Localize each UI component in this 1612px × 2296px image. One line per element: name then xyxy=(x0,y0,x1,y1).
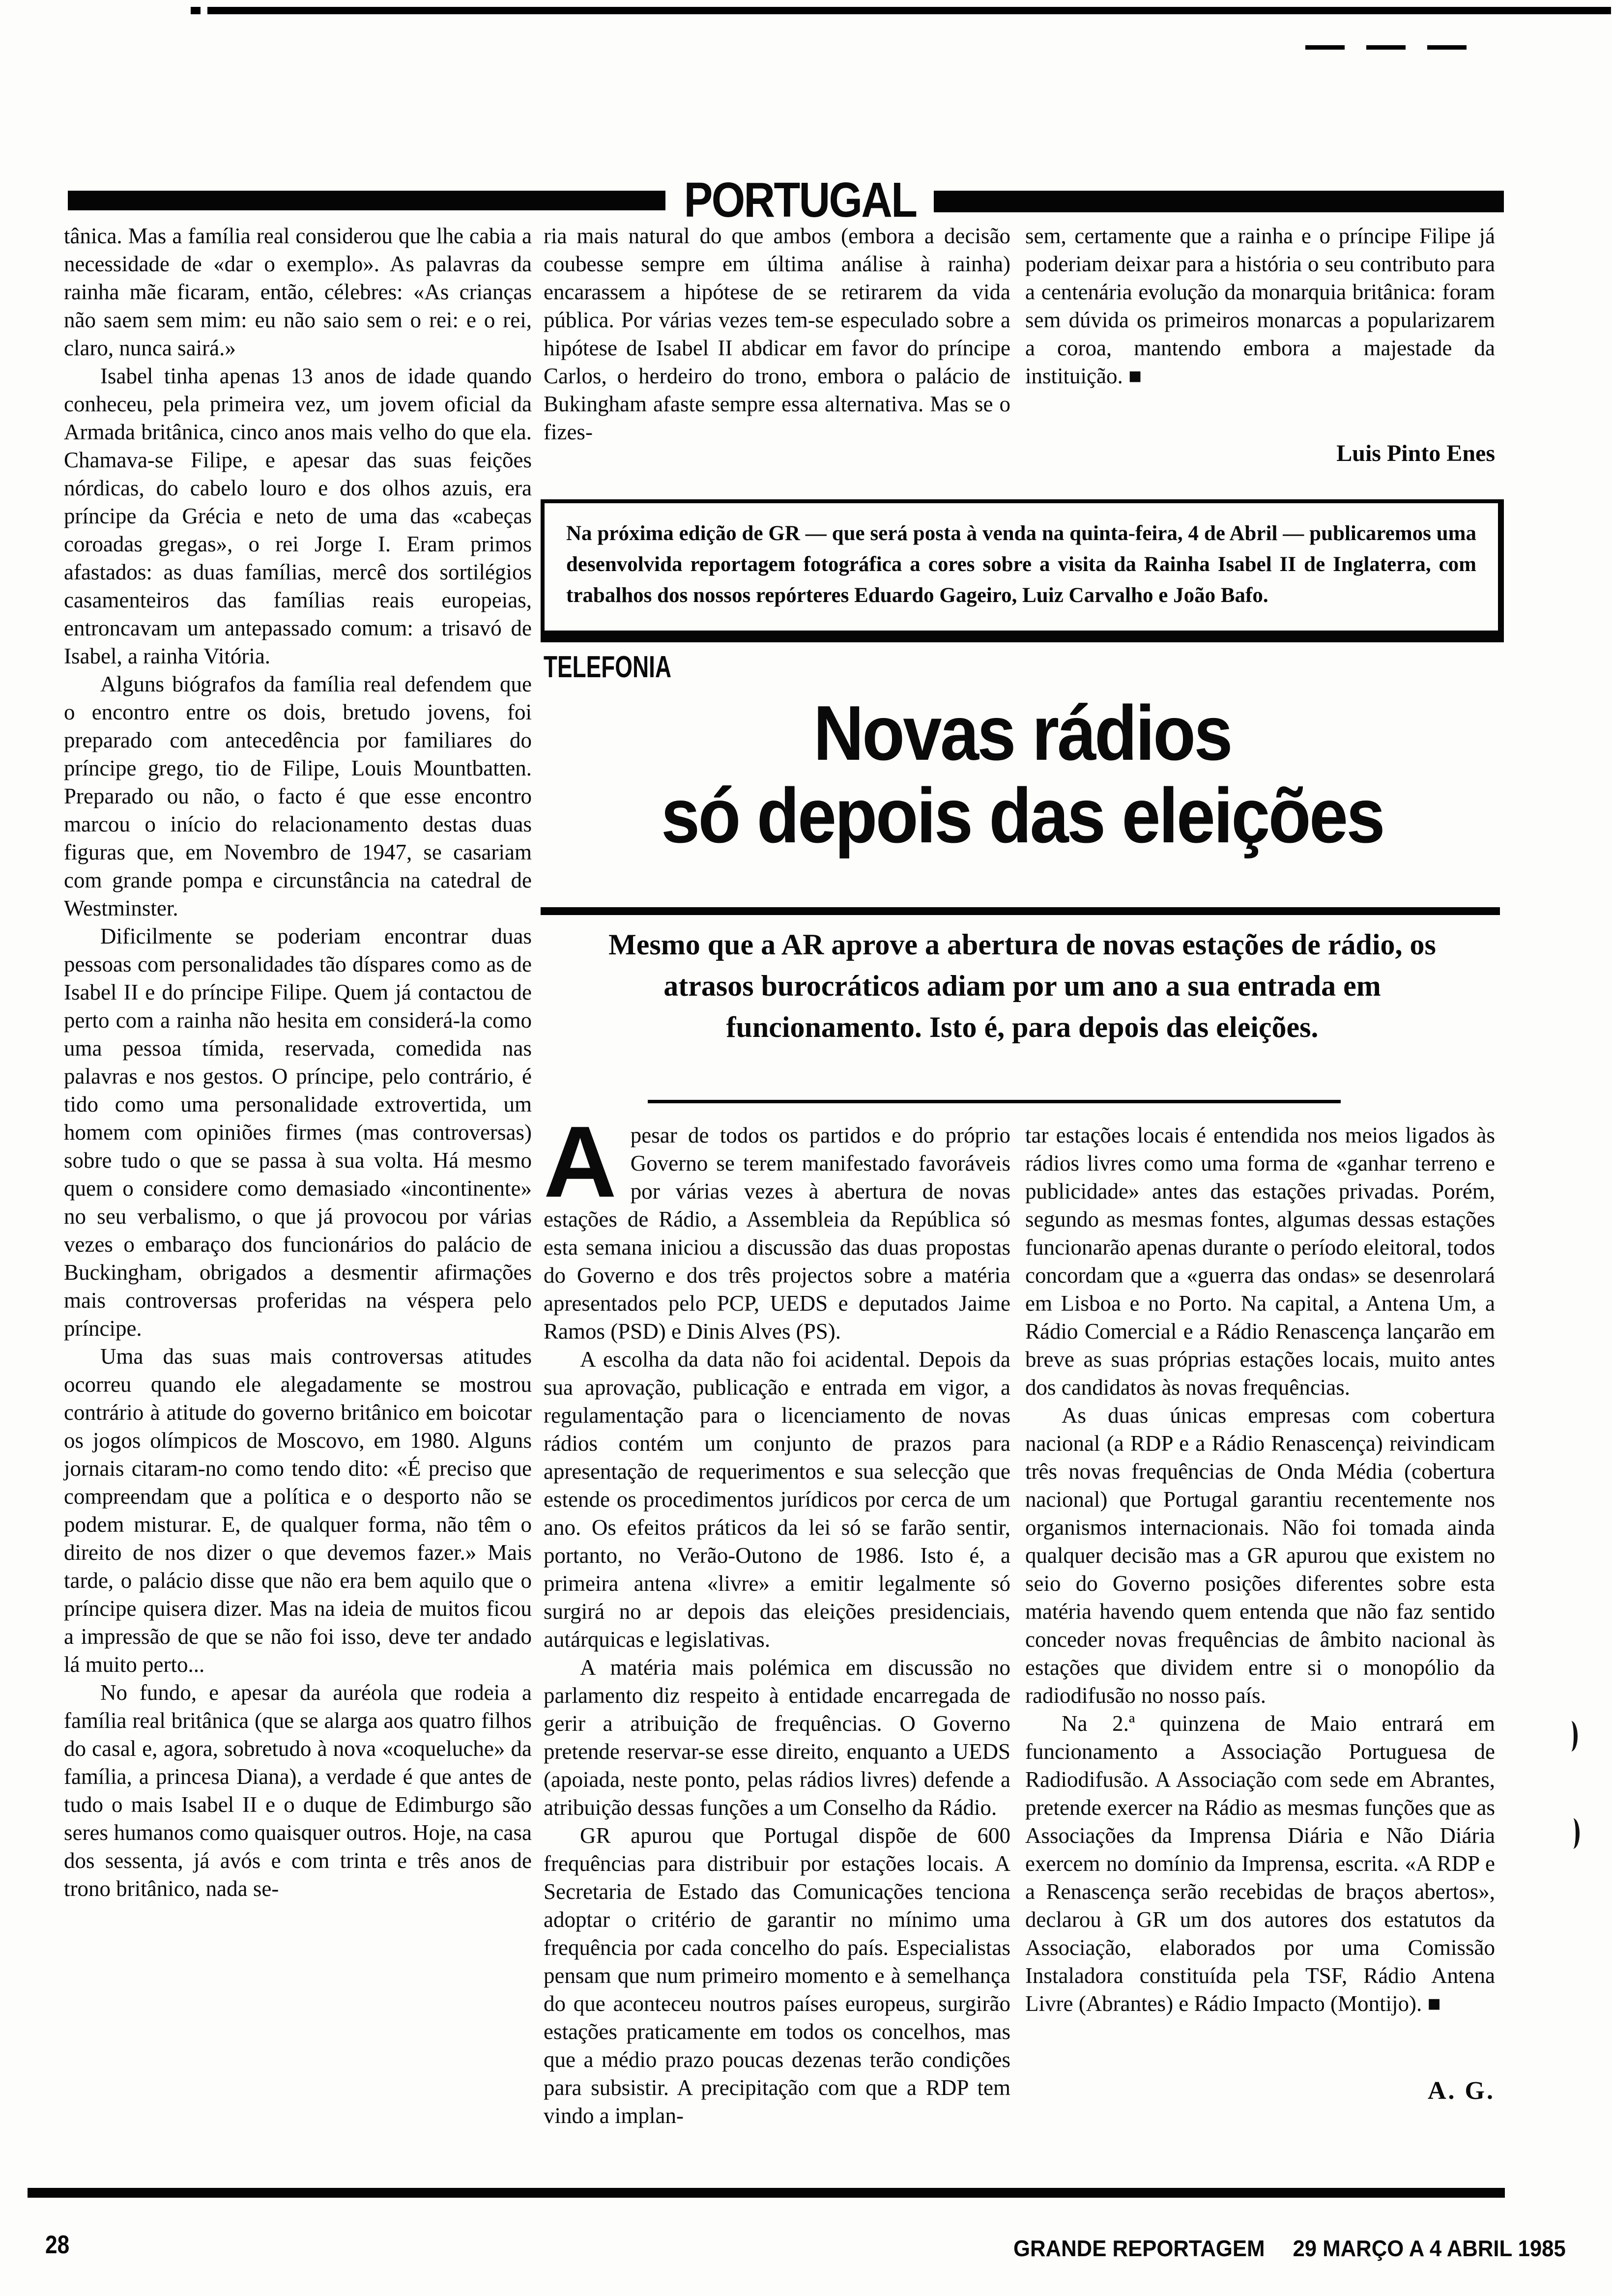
magazine-name: GRANDE REPORTAGEM xyxy=(1013,2236,1265,2261)
article1-byline: Luis Pinto Enes xyxy=(1336,440,1495,466)
paragraph: No fundo, e apesar da auréola que rodeia a família real britânica (que se alarga aos quatro filhos do casal e, agora, sobretudo à nova «coqueluche» da família, a princesa Diana), a verdade é que antes de tudo o mais Isabel II e o duque de Edimburgo são seres humanos como quaisquer outros. Hoje, na casa dos sessenta, já avós e com trinta e três anos de trono britânico, nada se- xyxy=(64,1680,532,1901)
article1-column-3 xyxy=(1025,222,1495,467)
paragraph: sem, certamente que a rainha e o príncipe Filipe já poderiam deixar para a história o seu contributo para a centenária evolução da monarquia britânica: foram sem dúvida os primeiros monarcas a popularizarem a coroa, mantendo embora a majestade da instituição. ■ xyxy=(1025,224,1495,388)
issue-date: 29 MARÇO A 4 ABRIL 1985 xyxy=(1293,2236,1566,2261)
promo-text: Na próxima edição de GR — que será posta à venda na quinta-feira, 4 de Abril — publicaremos uma desenvolvida reportagem fotográfica a cores sobre a visita da Rainha Isabel II de Inglaterra, com trabalhos dos nossos repórteres Eduardo Gageiro, Luiz Carvalho e João Bafo. xyxy=(566,522,1476,607)
article2-column-2 xyxy=(1025,1121,1495,2105)
paragraph: Dificilmente se poderiam encontrar duas pessoas com personalidades tão díspares como as de Isabel II e do príncipe Filipe. Quem já contactou de perto com a rainha não hesita em considerá-la como uma pessoa tímida, reservada, comedida nas palavras e nos gestos. O príncipe, pelo contrário, é tido como uma personalidade extrovertida, um homem com opiniões firmes (mas controversas) sobre tudo o que se passa à sua volta. Há mesmo quem o considere como demasiado «incontinente» no seu verbalismo, o que já provocou por várias vezes o embaraço dos funcionários do palácio de Buckingham, obrigados a desmentir afirmações mais controversas proferidas na véspera pelo príncipe. xyxy=(64,924,532,1341)
paragraph: Isabel tinha apenas 13 anos de idade quando conheceu, pela primeira vez, um jovem oficial da Armada britânica, cinco anos mais velho do que ela. Chamava-se Filipe, e apesar das suas feições nórdicas, do cabelo louro e dos olhos azuis, era príncipe da Grécia e neto de uma das «cabeças coroadas gregas», o rei Jorge I. Eram primos afastados: as duas famílias, mercê dos sortilégios casamenteiros das famílias reais europeias, entroncavam um antepassado comum: a trisavó de Isabel, a rainha Vitória. xyxy=(64,364,532,668)
headline-line-1: Novas rádios xyxy=(813,690,1231,776)
article2-deck: Mesmo que a AR aprove a abertura de novas estações de rádio, os atrasos burocráticos adiam por um ano a sua entrada em funcionamento. Isto é, para depois das eleições. xyxy=(608,928,1436,1043)
footer-credits xyxy=(1013,2235,1566,2262)
section-rule-right xyxy=(934,191,1504,212)
deck-rule-bottom xyxy=(648,1100,1341,1103)
deck-rule-top xyxy=(541,907,1500,915)
article2-column-1 xyxy=(544,1105,1010,2130)
paragraph-with-dropcap xyxy=(544,1105,1010,1346)
section-title: PORTUGAL xyxy=(684,172,917,228)
article1-column-1 xyxy=(64,222,532,1903)
section-rule-left xyxy=(68,191,665,210)
scan-artifact xyxy=(1567,1721,1578,1751)
paragraph: Na 2.ª quinzena de Maio entrará em funcionamento a Associação Portuguesa de Radiodifusão. A Associação com sede em Abrantes, pretende exercer na Rádio as mesmas funções que as Associações da Imprensa Diária e Não Diária exercem no domínio da Imprensa, escrita. «A RDP e a Renascença serão recebidas de braços abertos», declarou à GR um dos autores dos estatutos da Associação, elaborados por uma Comissão Instaladora constituída pela TSF, Rádio Antena Livre (Abrantes) e Rádio Impacto (Montijo). ■ xyxy=(1025,1711,1495,2016)
article2-column-2-paragraphs xyxy=(1025,1402,1495,2018)
paragraph: tar estações locais é entendida nos meios ligados às rádios livres como uma forma de «ganhar terreno e publicidade» antes das estações privadas. Porém, segundo as mesmas fontes, algumas dessas estações funcionarão apenas durante o período eleitoral, todos concordam que a «guerra das ondas» se desenrolará em Lisboa e no Porto. Na capital, a Antena Um, a Rádio Comercial e a Rádio Renascença lançarão em breve as suas próprias estações locais, muito antes dos candidatos às novas frequências. xyxy=(1025,1123,1495,1400)
next-edition-promo-box xyxy=(541,499,1504,642)
footer-rule xyxy=(28,2188,1505,2198)
article1-column-2 xyxy=(544,222,1010,446)
scan-dashes xyxy=(1305,45,1470,50)
scan-artifact xyxy=(1569,1818,1580,1849)
paragraph: ria mais natural do que ambos (embora a decisão coubesse sempre em última análise à rainha) encarassem a hipótese de se retirarem da vida pública. Por várias vezes tem-se especulado sobre a hipótese de Isabel II abdicar em favor do príncipe Carlos, o herdeiro do trono, embora o palácio de Bukingham afaste sempre essa alternativa. Mas se o fizes- xyxy=(544,224,1010,444)
drop-cap: A xyxy=(544,1105,617,1218)
paragraph: Uma das suas mais controversas atitudes ocorreu quando ele alegadamente se mostrou contrário à atitude do governo britânico em boicotar os jogos olímpicos de Moscovo, em 1980. Alguns jornais citaram-no como tendo dito: «É preciso que compreendam que a política e o desporto não se podem misturar. E, de qualquer forma, não têm o direito de nos dizer o que devemos fazer.» Mais tarde, o palácio disse que não era bem aquilo que o príncipe quisera dizer. Mas na ideia de muitos ficou a impressão de que se não foi isso, deve ter andado lá muito perto... xyxy=(64,1344,532,1677)
paragraph: A escolha da data não foi acidental. Depois da sua aprovação, publicação e entrada em vigor, a regulamentação para o licenciamento de novas rádios contém um conjunto de prazos para apresentação de requerimentos e sua selecção que estende os procedimentos jurídicos por cerca de um ano. Os efeitos práticos da lei só se farão sentir, portanto, no Verão-Outono de 1986. Isto é, a primeira antena «livre» a emitir legalmente só surgirá no ar depois das eleições presidenciais, autárquicas e legislativas. xyxy=(544,1347,1010,1652)
article2-kicker: TELEFONIA xyxy=(544,650,671,684)
paragraph: tânica. Mas a família real considerou que lhe cabia a necessidade de «dar o exemplo». As palavras da rainha mãe ficaram, então, célebres: «As crianças não saem sem mim: eu não saio sem o rei: e o rei, claro, nunca sairá.» xyxy=(64,224,532,360)
paragraph: A matéria mais polémica em discussão no parlamento diz respeito à entidade encarregada de gerir a atribuição de frequências. O Governo pretende reservar-se esse direito, enquanto a UEDS (apoiada, neste ponto, pelas rádios livres) defende a atribuição dessas funções a um Conselho da Rádio. xyxy=(544,1655,1010,1820)
scan-top-border xyxy=(191,7,1611,14)
article1-column-1-paragraphs xyxy=(64,362,532,1903)
lead-text: pesar de todos os partidos e do próprio Governo se terem manifestado favoráveis por várias vezes à abertura de novas estações de Rádio, a Assembleia da República só esta semana iniciou a discussão das duas propostas do Governo e dos três projectos sobre a matéria apresentados pelo PCP, UEDS e deputados Jaime Ramos (PSD) e Dinis Alves (PS). xyxy=(544,1123,1010,1344)
paragraph: Alguns biógrafos da família real defendem que o encontro entre os dois, bretudo jovens, foi preparado com antecedência por familiares do príncipe grego, tio de Filipe, Louis Mountbatten. Preparado ou não, o facto é que esse encontro marcou o início do relacionamento destas duas figuras que, em Novembro de 1947, se casariam com grande pompa e circunstância na catedral de Westminster. xyxy=(64,672,532,920)
article2-byline: A. G. xyxy=(1428,2077,1495,2105)
paragraph: GR apurou que Portugal dispõe de 600 frequências para distribuir por estações locais. A Secretaria de Estado das Comunicações tenciona adoptar o critério de garantir no mínimo uma frequência por cada concelho do país. Especialistas pensam que num primeiro momento e à semelhança do que aconteceu noutros países europeus, surgirão estações praticamente em todos os concelhos, mas que a médio prazo poucas dezenas terão condições para subsistir. A precipitação com que a RDP tem vindo a implan- xyxy=(544,1823,1010,2128)
page-number: 28 xyxy=(45,2231,70,2259)
article2-column-1-paragraphs xyxy=(544,1346,1010,2130)
headline-line-2: só depois das eleições xyxy=(661,773,1383,859)
article2-headline xyxy=(589,692,1456,857)
paragraph: As duas únicas empresas com cobertura nacional (a RDP e a Rádio Renascença) reivindicam três novas frequências de Onda Média (cobertura nacional) que Portugal garantiu recentemente nos organismos internacionais. Não foi tomada ainda qualquer decisão mas a GR apurou que existem no seio do Governo posições diferentes sobre esta matéria havendo quem entenda que não faz sentido conceder novas frequências de âmbito nacional às estações que dividem entre si o monopólio da radiodifusão no nosso país. xyxy=(1025,1403,1495,1708)
